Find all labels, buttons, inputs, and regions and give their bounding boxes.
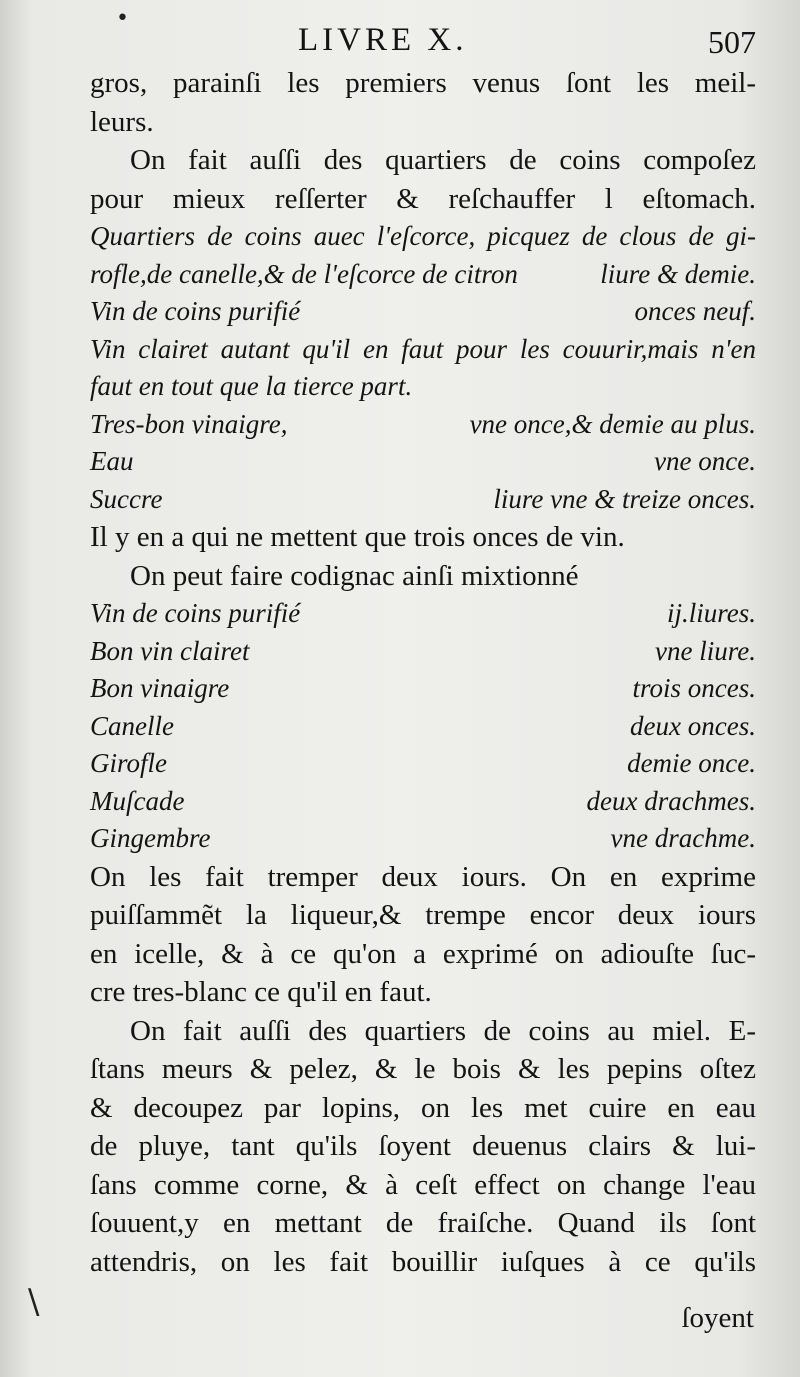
recipe-row xyxy=(90,406,756,444)
text-line: ſans comme corne, & à ceſt effect on change l'eau xyxy=(90,1168,756,1201)
recipe-item: Eau xyxy=(90,446,134,476)
text-line: pour mieux reſſerter & reſchauffer l eſtomach. xyxy=(90,182,756,215)
recipe-quantity: trois onces. xyxy=(632,673,756,703)
recipe-item: Canelle xyxy=(90,710,174,741)
recipe-row xyxy=(90,256,756,294)
text-line: cre tres-blanc ce qu'il en faut. xyxy=(90,976,432,1008)
recipe-row xyxy=(90,443,756,481)
recipe-row xyxy=(90,293,756,331)
recipe-item: Vin de coins purifié xyxy=(90,296,301,326)
recipe-quantity: vne once,& demie au plus. xyxy=(469,408,756,439)
margin-dot: • xyxy=(116,6,129,31)
recipe-row xyxy=(90,745,756,783)
text-line: On fait auſſi des quartiers de coins au miel. E- xyxy=(130,1014,756,1047)
recipe-item: rofle,de canelle,& de l'eſcorce de citron xyxy=(90,258,518,289)
catchword: ſoyent xyxy=(681,1302,754,1334)
text-line: ſtans meurs & pelez, & le bois & les pepins oſtez xyxy=(90,1053,756,1085)
recipe-quantity: deux onces. xyxy=(630,710,756,741)
recipe-item: Bon vinaigre xyxy=(90,673,230,703)
recipe-row xyxy=(90,595,756,633)
recipe-quantity: vne drachme. xyxy=(610,823,756,853)
page-number: 507 xyxy=(708,24,756,60)
text-line: On les fait tremper deux iours. On en exprime xyxy=(90,860,756,893)
recipe-row xyxy=(90,783,756,821)
margin-stroke: \ xyxy=(28,1282,40,1322)
running-head: LIVRE X. xyxy=(298,22,468,58)
recipe-item: Tres-bon vinaigre, xyxy=(90,408,288,439)
recipe-quantity: deux drachmes. xyxy=(586,785,756,816)
text-line: ſouuent,y en mettant de fraiſche. Quand ils ſont xyxy=(90,1207,756,1239)
recipe-item: Muſcade xyxy=(90,785,185,816)
recipe-item: Bon vin clairet xyxy=(90,635,250,666)
recipe-codignac xyxy=(90,595,756,858)
recipe-item: Vin de coins purifié xyxy=(90,598,301,628)
recipe-quantity: liure vne & treize onces. xyxy=(493,483,756,514)
recipe-item: Gingembre xyxy=(90,823,211,853)
recipe-quartiers xyxy=(90,218,756,518)
text-line: Il y en a qui ne mettent que trois onces de vin. xyxy=(90,521,625,553)
recipe-row xyxy=(90,708,756,746)
recipe-row xyxy=(90,820,756,858)
recipe-quantity: ij.liures. xyxy=(666,598,756,628)
text-line: gros, parainſi les premiers venus ſont les meil- xyxy=(90,67,756,99)
recipe-line: faut en tout que la tierce part. xyxy=(90,371,413,401)
recipe-line: Vin clairet autant qu'il en faut pour les couurir,mais n'en xyxy=(90,333,756,364)
recipe-quantity: liure & demie. xyxy=(600,258,756,289)
text-line: & decoupez par lopins, on les met cuire en eau xyxy=(90,1091,756,1124)
recipe-quantity: vne once. xyxy=(654,446,756,476)
recipe-row xyxy=(90,670,756,708)
recipe-item: Succre xyxy=(90,483,163,514)
recipe-item: Girofle xyxy=(90,748,167,778)
text-line: leurs. xyxy=(90,105,154,138)
recipe-row xyxy=(90,633,756,671)
text-line: en icelle, & à ce qu'on a exprimé on adiouſte ſuc- xyxy=(90,937,756,970)
recipe-line: Quartiers de coins auec l'eſcorce, picquez de clous de gi- xyxy=(90,221,756,251)
recipe-quantity: demie once. xyxy=(627,748,756,778)
page-body xyxy=(90,64,756,1281)
text-line: On fait auſſi des quartiers de coins compoſez xyxy=(130,144,756,176)
recipe-quantity: onces neuf. xyxy=(634,296,756,326)
text-line: puiſſammẽt la liqueur,& trempe encor deux iours xyxy=(90,899,756,931)
text-line: attendris, on les fait bouillir iuſques à ce qu'ils xyxy=(90,1245,756,1278)
recipe-row xyxy=(90,481,756,519)
recipe-quantity: vne liure. xyxy=(655,635,756,666)
text-line: On peut faire codignac ainſi mixtionné xyxy=(130,559,579,592)
text-line: de pluye, tant qu'ils ſoyent deuenus clairs & lui- xyxy=(90,1130,756,1162)
